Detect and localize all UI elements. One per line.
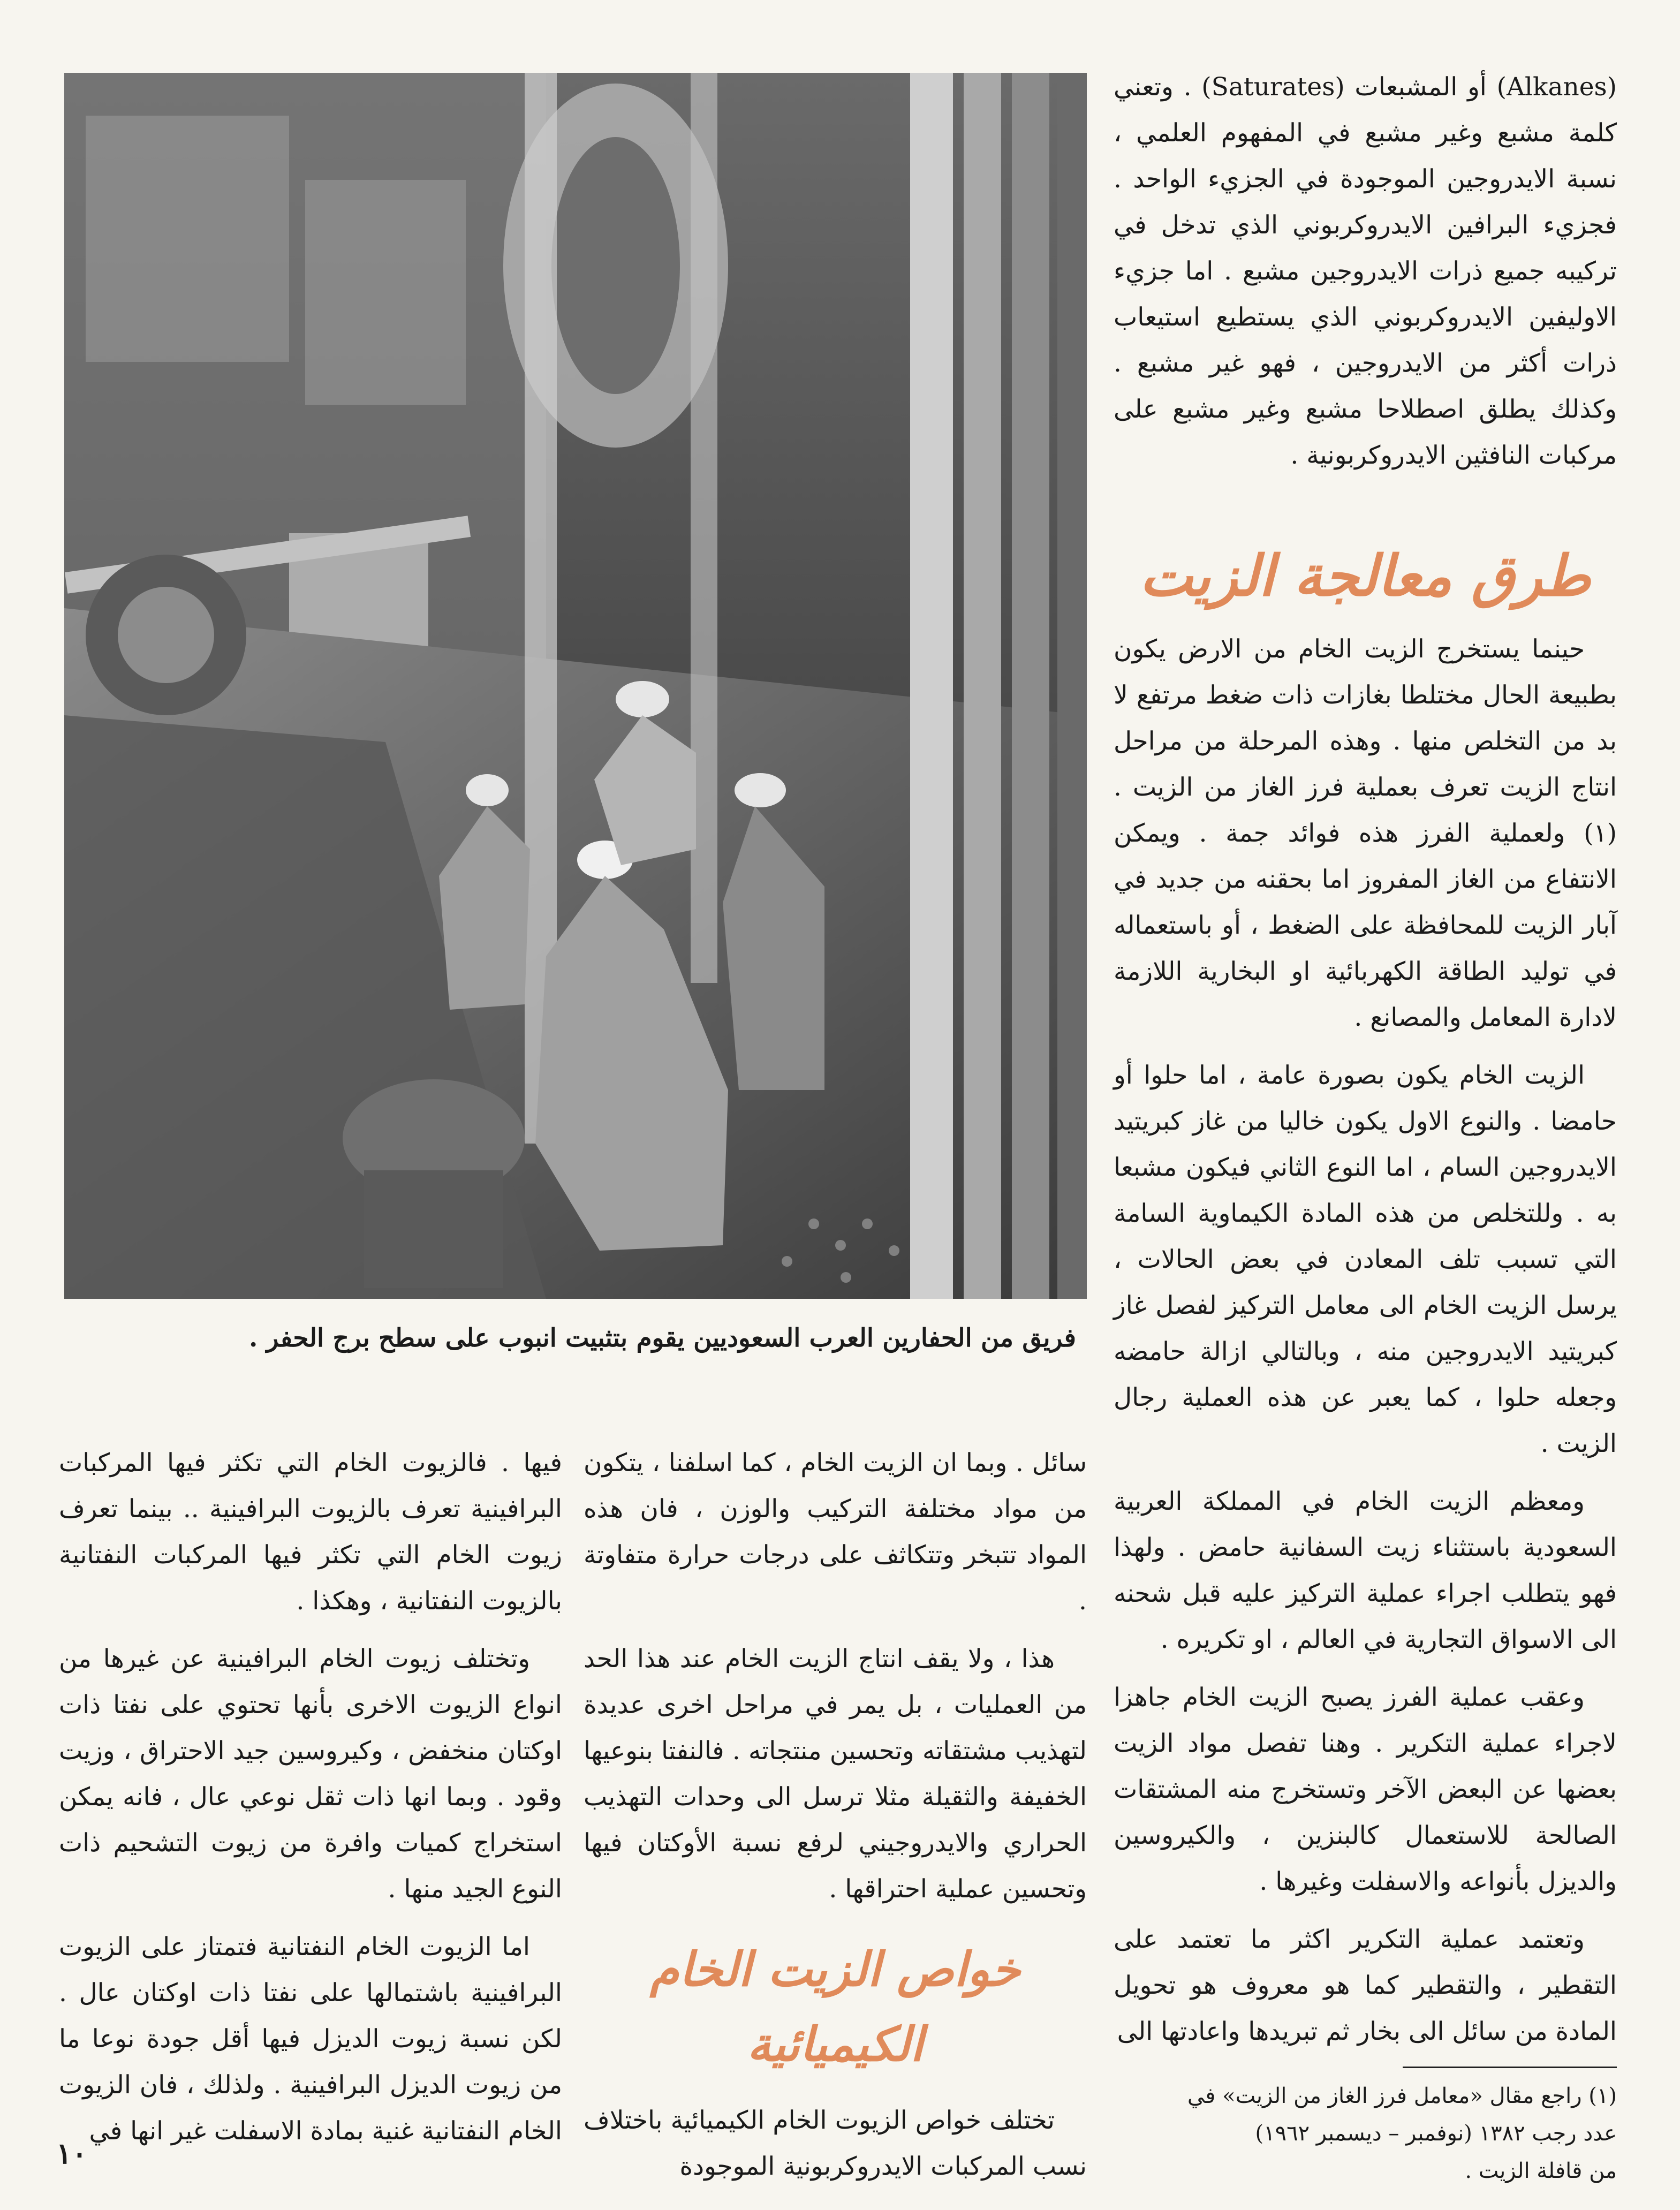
page-number: ١٠ [56,2136,88,2170]
right-column-top [1114,64,1617,490]
paragraph: ومعظم الزيت الخام في المملكة العربية السعودية باستثناء زيت السفانية حامض . ولهذا فهو يتطلب اجراء عملية التركيز عليه قبل شحنه الى الاسواق التجارية في العالم ، او تكريره . [1114,1487,1617,1654]
footnote-line: عدد رجب ١٣٨٢ (نوفمبر – ديسمبر ١٩٦٢) [1255,2121,1617,2146]
right-column-main [1114,626,1617,2067]
paragraph: سائل . وبما ان الزيت الخام ، كما اسلفنا ، يتكون من مواد مختلفة التركيب والوزن ، فان هذه المواد تتبخر وتتكاثف على درجات حرارة متفاوتة . [584,1448,1087,1616]
footnote-divider [1403,2067,1617,2068]
photo-caption: فريق من الحفارين العرب السعوديين يقوم بتثبيت انبوب على سطح برج الحفر . [248,1323,1076,1353]
footnote [1114,2077,1617,2190]
paragraph: وتختلف زيوت الخام البرافينية عن غيرها من انواع الزيوت الاخرى بأنها تحتوي على نفتا ذات اوكتان منخفض ، وكيروسين جيد الاحتراق ، وزيت وقود . وبما انها ذات ثقل نوعي عال ، فانه يمكن استخراج كميات وافرة من زيوت التشحيم ذات النوع الجيد منها . [59,1644,562,1904]
paragraph: تختلف خواص الزيوت الخام الكيميائية باختلاف نسب المركبات الايدروكربونية الموجودة [584,2106,1087,2181]
left-column [59,1440,562,2166]
paragraph: هذا ، ولا يقف انتاج الزيت الخام عند هذا الحد من العمليات ، بل يمر في مراحل اخرى عديدة لتهذيب مشتقاته وتحسين منتجاته . فالنفتا بنوعيها الخفيفة والثقيلة مثلا ترسل الى وحدات التهذيب الحراري والايدروجيني لرفع نسبة الأوكتان فيها وتحسين عملية احتراقها . [584,1644,1087,1904]
paragraph: (Alkanes) أو المشبعات (Saturates) . وتعني كلمة مشبع وغير مشبع في المفهوم العلمي ، نسبة الايدروجين الموجودة في الجزيء الواحد . فجزيء البرافين الايدروكربوني الذي تدخل في تركيبه جميع ذرات الايدروجين مشبع . اما جزيء الاوليفين الايدروكربوني الذي يستطيع استيعاب ذرات أكثر من الايدروجين ، فهو غير مشبع . وكذلك يطلق اصطلاحا مشبع وغير مشبع على مركبات النافثين الايدروكربونية . [1114,72,1617,470]
section-heading-chemical-properties: خواص الزيت الخام الكيميائية [649,1941,1021,2072]
paragraph: الزيت الخام يكون بصورة عامة ، اما حلوا أو حامضا . والنوع الاول يكون خاليا من غاز كبريتيد الايدروجين السام ، اما النوع الثاني فيكون مشبعا به . وللتخلص من هذه المادة الكيماوية السامة التي تسبب تلف المعادن في بعض الحالات ، يرسل الزيت الخام الى معامل التركيز لفصل غاز كبريتيد الايدروجين منه ، وبالتالي ازالة حامضه وجعله حلوا ، كما يعبر عن هذه العملية رجال الزيت . [1114,1061,1617,1458]
footnote-line: من قافلة الزيت . [1465,2159,1617,2183]
middle-column [584,1440,1087,2201]
paragraph: وعقب عملية الفرز يصبح الزيت الخام جاهزا لاجراء عملية التكرير . وهنا تفصل مواد الزيت بعضها عن البعض الآخر وتستخرج منه المشتقات الصالحة للاستعمال كالبنزين ، والكيروسين والديزل بأنواعه والاسفلت وغيرها . [1114,1683,1617,1896]
paragraph: فيها . فالزيوت الخام التي تكثر فيها المركبات البرافينية تعرف بالزيوت البرافينية .. بينما تعرف زيوت الخام التي تكثر فيها المركبات النفتانية بالزيوت النفتانية ، وهكذا . [59,1448,562,1616]
section-heading-oil-treatment: طرق معالجة الزيت [1139,542,1591,609]
footnote-line: (١) راجع مقال «معامل فرز الغاز من الزيت» في [1187,2084,1617,2108]
photo-illustration [64,73,1087,1299]
paragraph: وتعتمد عملية التكرير اكثر ما تعتمد على التقطير ، والتقطير كما هو معروف هو تحويل المادة من سائل الى بخار ثم تبريدها واعادتها الى [1114,1925,1617,2046]
drilling-crew-photo [64,73,1087,1299]
paragraph: حينما يستخرج الزيت الخام من الارض يكون بطبيعة الحال مختلطا بغازات ذات ضغط مرتفع لا بد من التخلص منها . وهذه المرحلة من مراحل انتاج الزيت تعرف بعملية فرز الغاز من الزيت .(١) ولعملية الفرز هذه فوائد جمة . ويمكن الانتفاع من الغاز المفروز اما بحقنه من جديد في آبار الزيت للمحافظة على الضغط ، أو باستعماله في توليد الطاقة الكهربائية او البخارية اللازمة لادارة المعامل والمصانع . [1114,634,1617,1032]
paragraph: اما الزيوت الخام النفتانية فتمتاز على الزيوت البرافينية باشتمالها على نفتا ذات اوكتان عال . لكن نسبة زيوت الديزل فيها أقل جودة نوعا ما من زيوت الديزل البرافينية . ولذلك ، فان الزيوت الخام النفتانية غنية بمادة الاسفلت غير انها في [59,1932,562,2146]
